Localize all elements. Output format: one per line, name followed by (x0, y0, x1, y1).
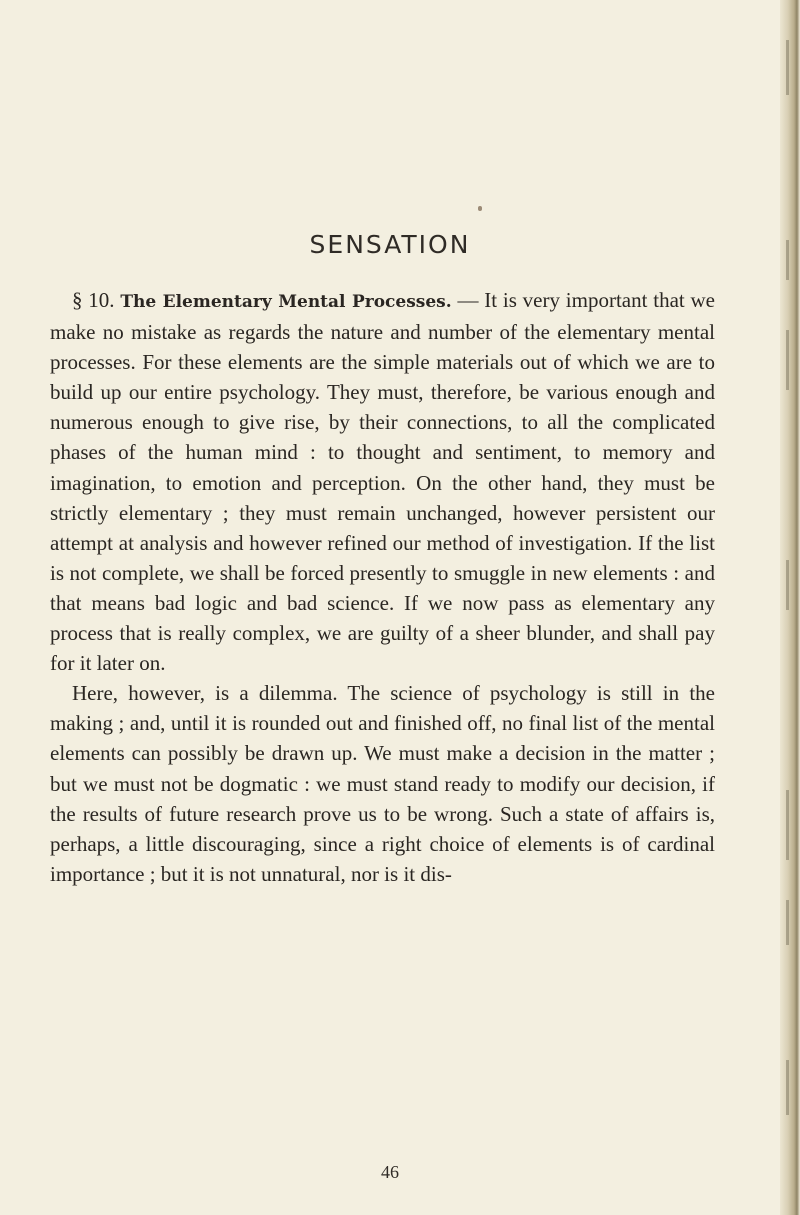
page-number: 46 (381, 1162, 399, 1182)
paragraph-1 (50, 285, 715, 678)
edge-shadow (786, 560, 789, 610)
paragraph-2: Here, however, is a dilemma. The science of psychology is still in the making ; and, until it is rounded out and finished off, no final list of the mental elements can possibly be drawn up. We must make a decision in the matter ; but we must not be dogmatic : we must stand ready to modify our decision, if the results of future research prove us to be wrong. Such a state of affairs is, perhaps, a little discouraging, since a right choice of elements is of cardinal importance ; but it is not unnatural, nor is it dis- (50, 681, 715, 886)
edge-shadow (786, 790, 789, 860)
running-header: SENSATION (309, 230, 471, 259)
section-heading: The Elementary Mental Processes. (120, 292, 452, 312)
body-text (50, 285, 715, 889)
section-number: § 10. (72, 288, 115, 312)
edge-shadow (786, 240, 789, 280)
print-speck (478, 206, 482, 211)
page-binding-edge (780, 0, 800, 1215)
edge-shadow (786, 330, 789, 390)
paragraph-text: — It is very important that we make no mistake as regards the nature and number of the elementary mental processes. For these elements are the simple materials out of which we are to build up our entire psychology. They must, therefore, be various enough and numerous enough to give rise, by their connections, to all the complicated phases of the human mind : to thought and sentiment, to memory and imagination, to emotion and perception. On the other hand, they must be strictly elementary ; they must remain unchanged, however persistent our attempt at analysis and however refined our method of investigation. If the list is not complete, we shall be forced presently to smuggle in new elements : and that means bad logic and bad science. If we now pass as elementary any process that is really complex, we are guilty of a sheer blunder, and shall pay for it later on. (50, 288, 715, 676)
edge-shadow (786, 900, 789, 945)
edge-shadow (786, 40, 789, 95)
edge-shadow (786, 1060, 789, 1115)
